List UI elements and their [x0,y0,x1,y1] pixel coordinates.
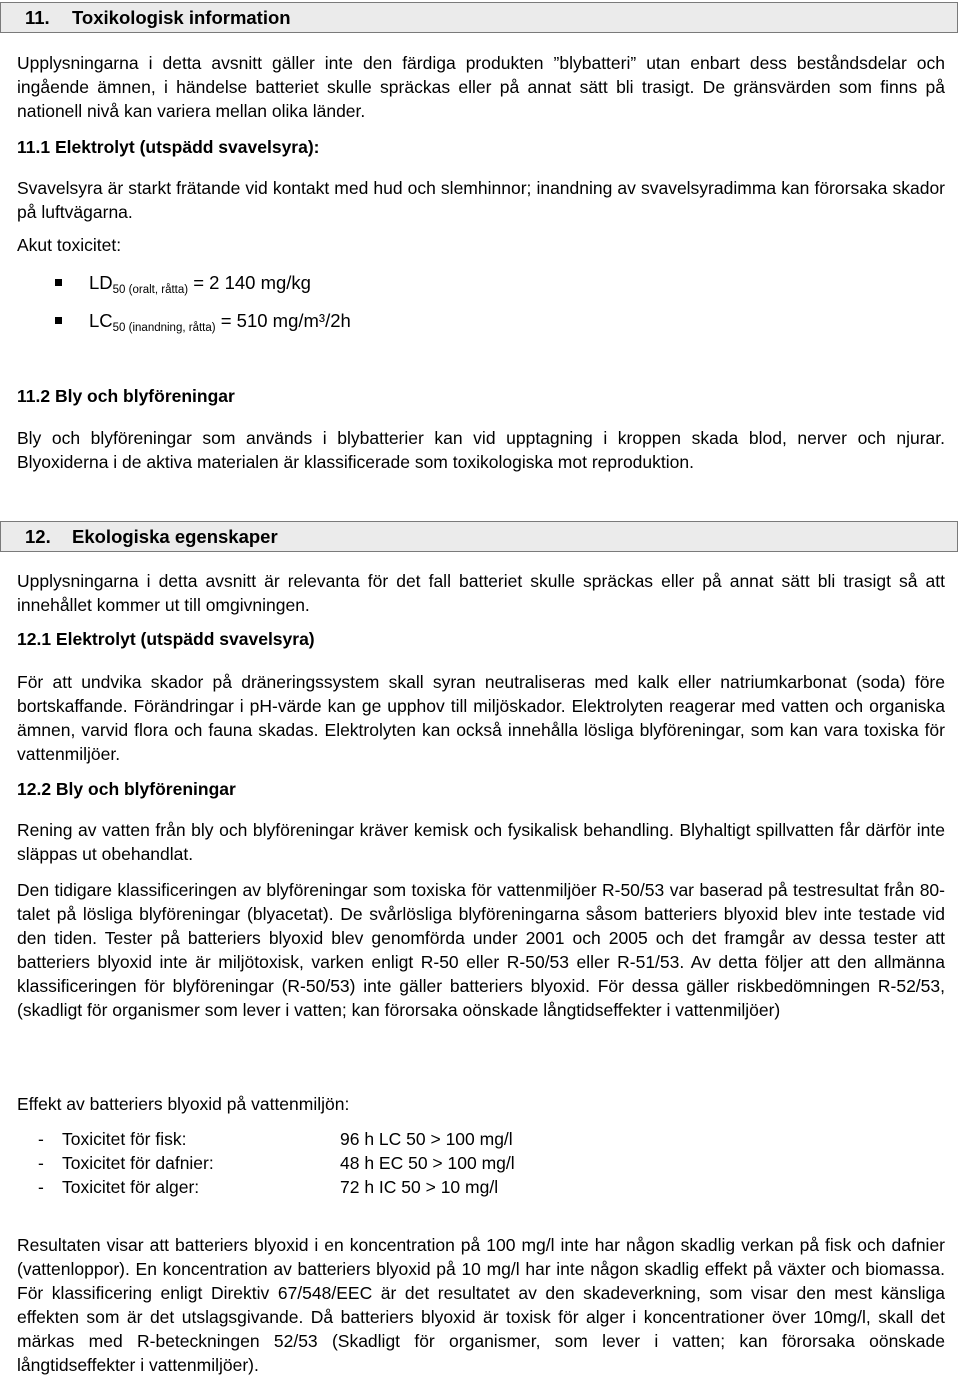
lc-subscript: 50 (inandning, råtta) [112,322,216,334]
section-11-number: 11. [25,7,50,28]
subsection-11-2-text: Bly och blyföreningar som används i blybatterier kan vid upptagning i kroppen skada blod, nerver och njurar. Blyoxiderna i de aktiva materialen är klassificerade som toxikologiska mot reproduktion. [17,428,945,472]
section-12-header [0,521,958,552]
subsection-11-1-heading: 11.1 Elektrolyt (utspädd svavelsyra): [17,137,320,157]
section-11-header [0,2,958,33]
subsection-12-1-text: För att undvika skador på dräneringssystem skall syran neutraliseras med kalk eller natriumkarbonat (soda) före bortskaffande. Förändringar i pH-värde kan ge upphov till miljöskador. Elektrolyten reagerar med vatten och organiska ämnen, varvid flora och fauna skadas. Elektrolyten kan också innehålla lösliga blyföreningar, som kan vara toxiska för vattenmiljöer. [17,672,945,764]
subsection-12-2-heading: 12.2 Bly och blyföreningar [17,779,236,799]
subsection-12-1-heading: 12.1 Elektrolyt (utspädd svavelsyra) [17,629,315,649]
subsection-11-2-heading: 11.2 Bly och blyföreningar [17,386,235,406]
ld-value: = 2 140 mg/kg [193,272,311,293]
bullet-square-icon [55,279,62,286]
section-11-intro: Upplysningarna i detta avsnitt gäller inte den färdiga produkten ”blybatteri” utan enbart dess beståndsdelar och ingående ämnen, i händelse batteriet skulle spräckas eller på annat sätt bli trasigt. De gränsvärden som finns på nationell nivå kan variera mellan olika länder. [17,53,945,121]
acute-toxicity-label: Akut toxicitet: [17,235,122,255]
ld-subscript: 50 (oralt, råtta) [112,284,189,296]
subsection-12-2-para2: Den tidigare klassificeringen av blyföreningar som toxiska för vattenmiljöer R-50/53 var baserad på testresultat från 80-talet på lösliga blyföreningar (blyacetat). De svårlösliga blyföreningarna såsom batteriers blyoxid blev inte testade vid den tiden. Tester på batteriers blyoxid blev genomförda under 2001 och 2005 och det framgår av dessa tester att batteriers blyoxid inte är miljötoxisk, varken enligt R-50 eller R-50/53 eller R-51/53. Av detta följer att den allmänna klassificeringen för blyföreningar (R-50/53) inte gäller batteriers blyoxid. För dessa gäller riskbedömningen R-52/53, (skadligt för organismer som lever i vatten; kan förorsaka oönskade långtidseffekter i vattenmiljöer) [17,880,945,1020]
section-12-title: Ekologiska egenskaper [72,526,278,547]
lc-value: = 510 mg/m³/2h [220,310,351,331]
subsection-11-1-text: Svavelsyra är starkt frätande vid kontakt med hud och slemhinnor; inandning av svavelsyradimma kan förorsaka skador på luftvägarna. [17,178,945,222]
conclusion-paragraph: Resultaten visar att batteriers blyoxid i en koncentration på 100 mg/l inte har någon skadlig verkan på fisk och dafnier (vattenloppor). En koncentration av batteriers blyoxid på 10 mg/l har inte någon skadlig effekt på växter och biomassa. För klassificering enligt Direktiv 67/548/EEC är det resultatet av den skadeverkning, som visar den mest känsliga effekten som är det utslagsgivande. Då batteriers blyoxid är toxisk för alger i koncentrationer över 10mg/l, skall det märkas med R-beteckningen 52/53 (Skadligt för organismer, som lever i vatten; kan förorsaka oönskade långtidseffekter i vattenmiljöer). [17,1235,945,1375]
effect-heading: Effekt av batteriers blyoxid på vattenmiljön: [17,1094,350,1114]
bullet-square-icon [55,317,62,324]
section-12-intro: Upplysningarna i detta avsnitt är relevanta för det fall batteriet skulle spräckas eller på annat sätt bli trasigt så att innehållet kommer ut till omgivningen. [17,571,945,615]
subsection-12-2-para1: Rening av vatten från bly och blyföreningar kräver kemisk och fysikalisk behandling. Blyhaltigt spillvatten får därför inte släppas ut obehandlat. [17,820,945,864]
ld-symbol: LD [89,272,113,293]
lc-symbol: LC [89,310,113,331]
section-11-title: Toxikologisk information [72,7,291,28]
section-12-number: 12. [25,526,51,547]
